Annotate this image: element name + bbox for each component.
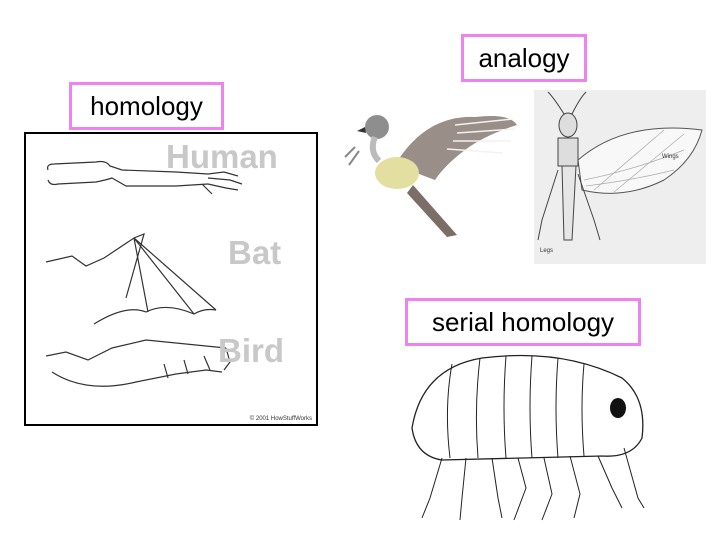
bat-arm [46, 234, 144, 298]
wings-caption: Wings [662, 154, 679, 160]
bird-arm [46, 340, 226, 360]
grasshopper-drawing [534, 90, 706, 264]
homology-label: homology [69, 82, 224, 130]
flying-bird-image [335, 95, 525, 245]
analogy-label: analogy [461, 34, 587, 82]
bat-label: Bat [228, 234, 282, 271]
bat-fingers [134, 238, 216, 314]
human-label: Human [166, 138, 278, 175]
bird-wing-edge [52, 370, 222, 386]
bat-wing-edge [94, 307, 216, 324]
amphipod-drawing [402, 348, 652, 528]
homologous-limbs-panel [24, 132, 318, 426]
copyright-notice: © 2001 HowStuffWorks [249, 416, 312, 422]
limb-bones-illustration [26, 134, 316, 424]
serial-homology-label: serial homology [405, 298, 641, 346]
human-arm-outline [48, 178, 208, 186]
bird-head [365, 115, 389, 139]
bird-label: Bird [218, 332, 284, 369]
amphipod-eye [610, 398, 626, 418]
bird-body [375, 157, 419, 189]
amphipod-body [412, 356, 643, 461]
human-fingers [202, 172, 242, 194]
legs-caption: Legs [540, 248, 554, 254]
bird-tail [407, 185, 457, 237]
grasshopper-wing [578, 128, 702, 193]
